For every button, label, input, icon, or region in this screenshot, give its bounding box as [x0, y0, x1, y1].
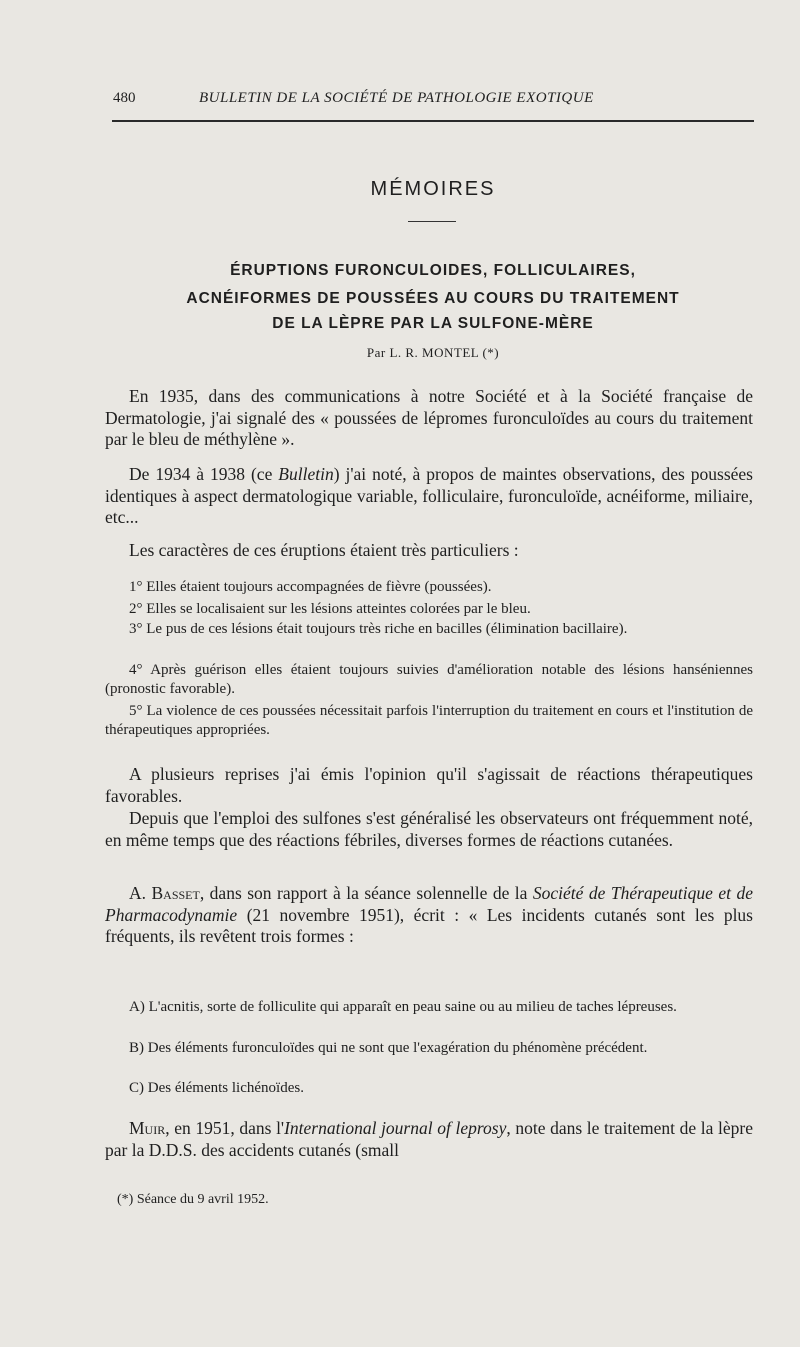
paragraph-5: Depuis que l'emploi des sulfones s'est généralisé les observateurs ont fréquemment noté, en même temps que des réactions fébriles, diverses formes de réactions cutanées.: [105, 808, 753, 850]
article-title-line-1: ÉRUPTIONS FURONCULOIDES, FOLLICULAIRES,: [230, 262, 636, 279]
author-name-muir: Muir: [129, 1118, 166, 1138]
author-name-basset: Basset: [151, 883, 200, 903]
paragraph-7-start: , en 1951, dans l': [165, 1118, 285, 1138]
paragraph-2-start: De 1934 à 1938 (ce: [129, 464, 279, 484]
page-number: 480: [113, 90, 136, 106]
paragraph-6-start: A.: [129, 883, 152, 903]
paragraph-6-end: (21 novembre 1951), écrit : « Les incidents cutanés sont les plus fréquents, ils revêtent trois formes :: [105, 904, 753, 946]
society-name: Société de Thérapeutique et de Pharmacodynamie: [105, 883, 753, 925]
byline: Par L. R. MONTEL (*): [366, 345, 500, 360]
journal-title: BULLETIN DE LA SOCIÉTÉ DE PATHOLOGIE EXOTIQUE: [199, 90, 594, 106]
bulletin-ref: Bulletin: [278, 464, 334, 484]
section-title: MÉMOIRES: [370, 178, 496, 200]
footnote: (*) Séance du 9 avril 1952.: [117, 1192, 269, 1207]
paragraph-3: Les caractères de ces éruptions étaient très particuliers :: [129, 540, 519, 560]
header-rule: [112, 120, 754, 122]
article-title-line-3: DE LA LÈPRE PAR LA SULFONE-MÈRE: [272, 315, 594, 332]
paragraph-4: A plusieurs reprises j'ai émis l'opinion qu'il s'agissait de réactions thérapeutiques favorables.: [105, 764, 753, 806]
journal-reference: International journal of leprosy: [284, 1118, 507, 1138]
list-item-5: 5° La violence de ces poussées nécessitait parfois l'interruption du traitement en cours et l'institution de thérapeutiques appropriées.: [105, 703, 753, 738]
form-item-a: A) L'acnitis, sorte de folliculite qui apparaît en peau saine ou au milieu de taches lépreuses.: [129, 999, 677, 1015]
list-item-1: 1° Elles étaient toujours accompagnées de fièvre (poussées).: [129, 579, 492, 595]
paragraph-2-end: ) j'ai noté, à propos de maintes observations, des poussées identiques à aspect dermatologique variable, folliculaire, furonculoïde, acnéiforme, miliaire, etc...: [105, 464, 753, 527]
list-item-2: 2° Elles se localisaient sur les lésions atteintes colorées par le bleu.: [129, 601, 531, 617]
list-item-3: 3° Le pus de ces lésions était toujours très riche en bacilles (élimination bacillaire).: [129, 621, 628, 637]
paragraph-2: [105, 464, 753, 529]
paragraph-6: [105, 883, 753, 948]
paragraph-6-mid: , dans son rapport à la séance solennelle de la: [199, 883, 533, 903]
paragraph-1: En 1935, dans des communications à notre Société et à la Société française de Dermatologie, j'ai signalé des « poussées de lépromes furonculoïdes au cours du traitement par le bleu de méthylène ».: [105, 386, 753, 449]
section-title-rule: [408, 221, 456, 222]
paragraph-7: [105, 1118, 753, 1161]
paragraph-7-end: , note dans le traitement de la lèpre par la D.D.S. des accidents cutanés (small: [105, 1118, 753, 1160]
list-item-4: 4° Après guérison elles étaient toujours suivies d'amélioration notable des lésions hanséniennes (pronostic favorable).: [105, 662, 753, 697]
form-item-b: B) Des éléments furonculoïdes qui ne sont que l'exagération du phénomène précédent.: [129, 1040, 648, 1056]
article-title-line-2: ACNÉIFORMES DE POUSSÉES AU COURS DU TRAITEMENT: [186, 290, 680, 307]
running-head: [113, 88, 753, 114]
form-item-c: C) Des éléments lichénoïdes.: [129, 1080, 304, 1096]
